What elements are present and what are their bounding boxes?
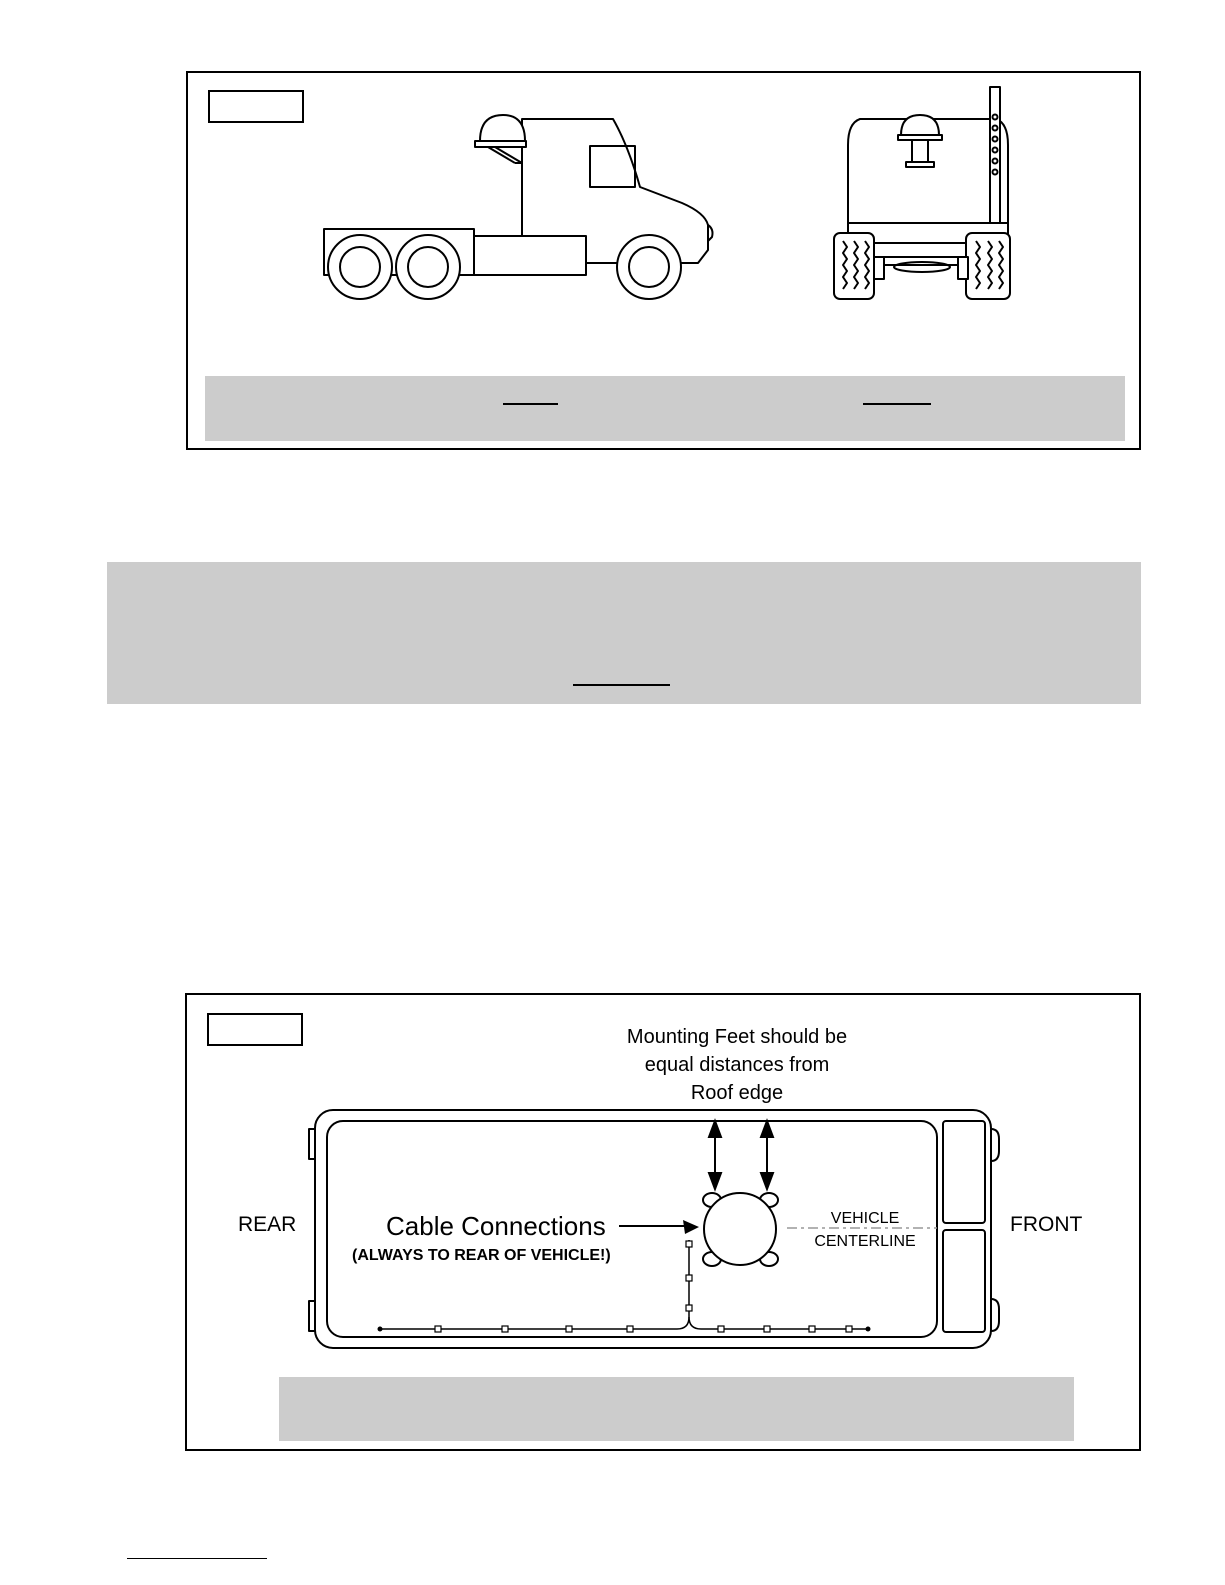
antenna-dome xyxy=(480,115,525,141)
tire-right xyxy=(966,233,1010,299)
exhaust-stack xyxy=(990,87,1000,237)
wheel-front xyxy=(617,235,681,299)
truck-rear-view xyxy=(828,85,1018,305)
wheel-rear-2 xyxy=(396,235,460,299)
mounting-note-line-1: Mounting Feet should be xyxy=(626,1026,848,1048)
centerline-label-2: CENTERLINE xyxy=(814,1233,916,1250)
caption-underline-right xyxy=(863,403,931,405)
figure-bottom-caption-bar xyxy=(279,1377,1074,1441)
mounting-note-line-2: equal distances from xyxy=(644,1054,830,1076)
shaded-note-block xyxy=(107,562,1141,704)
figure-top-caption-bar xyxy=(205,376,1125,441)
centerline-label-1: VEHICLE xyxy=(830,1210,900,1227)
tire-left xyxy=(834,233,874,299)
antenna-top-view xyxy=(703,1193,778,1266)
truck-side-view xyxy=(310,105,730,310)
shaded-note-underline xyxy=(573,684,670,686)
mounting-note-line-3: Roof edge xyxy=(690,1082,784,1104)
wheel-rear-1 xyxy=(328,235,392,299)
antenna-dome-rear xyxy=(901,115,939,135)
roof-top-view-diagram xyxy=(187,995,1139,1375)
antenna-dome-top xyxy=(704,1193,776,1265)
figure-top-label-box xyxy=(208,90,304,123)
truck-frame xyxy=(474,236,586,275)
label-front: FRONT xyxy=(1010,1213,1083,1236)
label-rear: REAR xyxy=(238,1213,297,1236)
cable-connections-sublabel: (ALWAYS TO REAR OF VEHICLE!) xyxy=(352,1247,611,1264)
caption-underline-left xyxy=(503,403,558,405)
cable-connections-label: Cable Connections xyxy=(386,1211,606,1241)
footnote-rule xyxy=(127,1558,267,1559)
